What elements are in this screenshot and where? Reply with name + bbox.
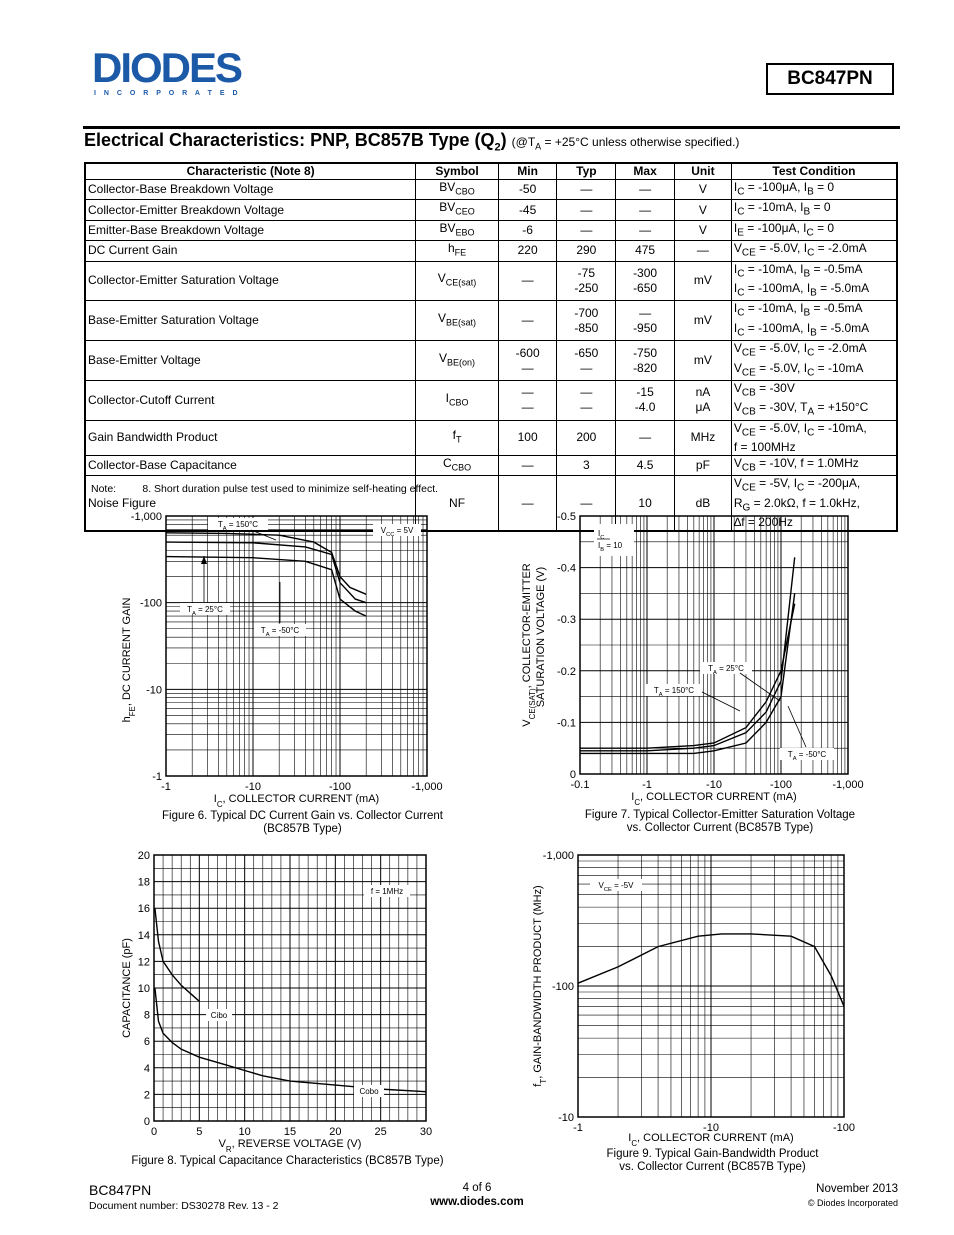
characteristic-cell: Collector-Base Breakdown Voltage <box>85 180 416 200</box>
min-cell: -6 <box>498 220 557 240</box>
electrical-characteristics-table <box>84 162 898 532</box>
annotation-cibo: Cibo <box>210 1011 228 1020</box>
min-cell: — <box>498 456 557 476</box>
typ-cell: — <box>557 220 616 240</box>
logo-subtext: I N C O R P O R A T E D <box>94 90 241 97</box>
min-cell: -600 — <box>498 341 557 381</box>
footer-part-number: BC847PN <box>89 1182 152 1198</box>
pointer-line <box>788 706 806 747</box>
condition-cell: $V_{CB} = -30V$ $V_{CB} = -30V$, $T_A = +150^\circ C$ <box>731 380 897 420</box>
title-condition: ($@T_A = +25^\circ C$ unless otherwise specified.) <box>511 135 740 152</box>
min-cell: — — <box>498 380 557 420</box>
chart-capacitance <box>100 840 460 1155</box>
y-tick-label: -100 <box>551 981 574 993</box>
x-axis-label: $V_R$, REVERSE VOLTAGE (V) <box>218 1138 362 1154</box>
x-tick-label: -10 <box>703 1122 719 1134</box>
max-cell: -300 -650 <box>616 261 675 301</box>
y-tick-label: 16 <box>137 903 150 916</box>
condition-cell: $V_{CE} = -5V$, $I_C = -200\mu A$, $R_G = 2.0k\Omega$, f = 1.0kHz, ∆f = 200Hz <box>731 476 897 531</box>
annotation-cobo: Cobo <box>359 1087 379 1096</box>
table-row <box>85 200 897 220</box>
typ-cell: 200 <box>557 420 616 455</box>
annotation-vce: $V_{CE} = -5V$ <box>598 881 634 893</box>
annotation-ic: $I_C$ <box>598 529 605 541</box>
y-axis-label: $h_{FE}$, DC CURRENT GAIN <box>121 597 137 723</box>
column-header: Test Condition <box>731 163 897 180</box>
unit-cell: nA μA <box>674 380 731 420</box>
column-header: Unit <box>674 163 731 180</box>
unit-cell: mV <box>674 261 731 301</box>
table-note: Note: 8. Short duration pulse test used to minimize self-heating effect. <box>91 483 439 495</box>
max-cell: — <box>616 200 675 220</box>
caption-figure-9: Figure 9. Typical Gain-Bandwidth Product vs. Collector Current (BC857B Type) <box>606 1148 819 1173</box>
min-cell: 100 <box>498 420 557 455</box>
characteristic-cell: DC Current Gain <box>85 241 416 261</box>
unit-cell: pF <box>674 456 731 476</box>
x-tick-label: -100 <box>769 779 793 791</box>
min-cell: 220 <box>498 241 557 261</box>
footer-page-number: 4 of 6 <box>462 1182 492 1194</box>
characteristic-cell: Gain Bandwidth Product <box>85 420 416 455</box>
table-row <box>85 380 897 420</box>
title-close: ) <box>500 130 507 150</box>
footer-copyright: © Diodes Incorporated <box>807 1198 898 1208</box>
symbol-cell: $BV_{EBO}$ <box>416 220 498 240</box>
y-tick-label: 10 <box>137 983 150 995</box>
symbol-cell: $V_{BE(on)}$ <box>416 341 498 381</box>
annotation-frequency: f = 1MHz <box>370 887 404 896</box>
y-tick-label: 6 <box>143 1036 150 1049</box>
max-cell: 10 <box>616 476 675 531</box>
condition-cell: $I_C = -100\mu A$, $I_B = 0$ <box>731 180 897 200</box>
chart-dc-current-gain <box>100 500 460 810</box>
header-rule <box>83 126 900 129</box>
x-tick-label: -0.1 <box>570 779 590 791</box>
x-tick-label: 20 <box>329 1126 342 1138</box>
annotation-minus50c: $T_A = -50^\circ C$ <box>260 626 300 638</box>
symbol-cell: $V_{CE(sat)}$ <box>416 261 498 301</box>
table-row <box>85 261 897 301</box>
condition-cell: $V_{CB} = -10V$, f = 1.0MHz <box>731 456 897 476</box>
unit-cell: V <box>674 180 731 200</box>
table-row <box>85 301 897 341</box>
x-tick-label: -100 <box>832 1122 856 1134</box>
condition-cell: $I_E = -100\mu A$, $I_C = 0$ <box>731 220 897 240</box>
column-header: Symbol <box>416 163 498 180</box>
typ-cell: — <box>557 180 616 200</box>
characteristic-cell: Noise Figure <box>85 476 416 531</box>
series-line <box>155 908 199 1001</box>
y-tick-label: 14 <box>137 929 150 942</box>
condition-cell: $V_{CE} = -5.0V$, $I_C = -2.0mA$ <box>731 241 897 261</box>
condition-cell: $I_C = -10mA$, $I_B = -0.5mA$ $I_C = -100mA$, $I_B = -5.0mA$ <box>731 261 897 301</box>
annotation-ib: $I_B = 10$ <box>598 541 623 553</box>
title-main: Electrical Characteristics: PNP, BC857B Type (Q <box>84 130 495 150</box>
column-header: Min <box>498 163 557 180</box>
chart-figure-9 <box>510 840 880 1150</box>
y-tick-label: -0.1 <box>557 717 576 730</box>
symbol-cell: $V_{BE(sat)}$ <box>416 301 498 341</box>
part-number: BC847PN <box>787 68 873 89</box>
chart-saturation-voltage <box>510 500 880 810</box>
condition-cell: $V_{CE} = -5.0V$, $I_C = -2.0mA$ $V_{CE} = -5.0V$, $I_C = -10mA$ <box>731 341 897 381</box>
y-tick-label: 0 <box>569 769 576 781</box>
max-cell: 4.5 <box>616 456 675 476</box>
x-tick-label: -100 <box>328 781 352 793</box>
table-row <box>85 456 897 476</box>
annotation-150c: $T_A = 150^\circ C$ <box>653 686 695 698</box>
y-tick-label: 20 <box>137 850 150 862</box>
unit-cell: V <box>674 200 731 220</box>
y-axis-label: CAPACITANCE (pF) <box>121 938 133 1038</box>
min-cell: -45 <box>498 200 557 220</box>
unit-cell: MHz <box>674 420 731 455</box>
max-cell: — <box>616 220 675 240</box>
y-tick-label: -0.4 <box>557 562 576 575</box>
chart-figure-8 <box>100 840 460 1155</box>
table-row <box>85 420 897 455</box>
annotation-25c: $T_A = 25^\circ C$ <box>708 664 744 676</box>
unit-cell: — <box>674 241 731 261</box>
annotation-vcc: $V_{CC} = 5V$ <box>380 526 414 538</box>
caption-figure-8: Figure 8. Typical Capacitance Characteristics (BC857B Type) <box>131 1155 444 1167</box>
caption-figure-6: Figure 6. Typical DC Current Gain vs. Collector Current (BC857B Type) <box>162 810 443 835</box>
symbol-cell: NF <box>416 476 498 531</box>
y-axis-label: $f_T$, GAIN-BANDWIDTH PRODUCT (MHz) <box>532 885 548 1087</box>
x-tick-label: -1 <box>573 1122 583 1134</box>
column-header: Characteristic (Note 8) <box>85 163 416 180</box>
x-tick-label: -1 <box>642 779 652 791</box>
unit-cell: mV <box>674 341 731 381</box>
characteristic-cell: Base-Emitter Voltage <box>85 341 416 381</box>
diodes-logo <box>90 48 270 100</box>
symbol-cell: $I_{CBO}$ <box>416 380 498 420</box>
y-tick-label: -10 <box>146 684 162 697</box>
caption-figure-7: Figure 7. Typical Collector-Emitter Saturation Voltage vs. Collector Current (BC857B Type) <box>584 809 856 834</box>
title-sub: 2 <box>494 141 501 154</box>
x-tick-label: 0 <box>150 1126 158 1138</box>
table-row <box>85 180 897 200</box>
unit-cell: dB <box>674 476 731 531</box>
y-tick-label: -0.2 <box>557 665 576 678</box>
max-cell: — <box>616 420 675 455</box>
max-cell: 475 <box>616 241 675 261</box>
y-tick-label: 12 <box>137 956 150 969</box>
typ-cell: — <box>557 200 616 220</box>
symbol-cell: $C_{CBO}$ <box>416 456 498 476</box>
x-axis-label: $I_C$, COLLECTOR CURRENT (mA) <box>628 1132 794 1148</box>
min-cell: -50 <box>498 180 557 200</box>
condition-cell: $I_C = -10mA$, $I_B = 0$ <box>731 200 897 220</box>
x-tick-label: 5 <box>196 1126 203 1138</box>
annotation-minus50c: $T_A = -50^\circ C$ <box>787 750 827 762</box>
column-header: Typ <box>557 163 616 180</box>
symbol-cell: $h_{FE}$ <box>416 241 498 261</box>
y-tick-label: -10 <box>558 1112 574 1124</box>
characteristic-cell: Collector-Emitter Saturation Voltage <box>85 261 416 301</box>
typ-cell: -650 — <box>557 341 616 381</box>
condition-cell: $I_C = -10mA$, $I_B = -0.5mA$ $I_C = -100mA$, $I_B = -5.0mA$ <box>731 301 897 341</box>
typ-cell: — — <box>557 380 616 420</box>
y-tick-label: 4 <box>143 1062 150 1075</box>
annotation-25c: $T_A = 25^\circ C$ <box>187 605 223 617</box>
min-cell: — <box>498 301 557 341</box>
characteristic-cell: Collector-Cutoff Current <box>85 380 416 420</box>
y-tick-label: -0.3 <box>557 614 576 627</box>
max-cell: -750 -820 <box>616 341 675 381</box>
footer-date: November 2013 <box>816 1183 898 1195</box>
footer-document-number: Document number: DS30278 Rev. 13 - 2 <box>89 1200 279 1212</box>
characteristic-cell: Base-Emitter Saturation Voltage <box>85 301 416 341</box>
part-number-box <box>766 63 894 95</box>
y-tick-label: -1,000 <box>542 850 574 862</box>
table-row <box>85 341 897 381</box>
footer-website-link[interactable]: www.diodes.com <box>430 1196 524 1208</box>
symbol-cell: $BV_{CBO}$ <box>416 180 498 200</box>
min-cell: — <box>498 476 557 531</box>
table-header-row <box>85 163 897 180</box>
y-tick-label: -1,000 <box>130 511 162 523</box>
x-tick-label: 25 <box>374 1126 387 1138</box>
table-row <box>85 220 897 240</box>
x-tick-label: -1,000 <box>411 781 443 793</box>
typ-cell: — <box>557 476 616 531</box>
typ-cell: -75 -250 <box>557 261 616 301</box>
y-tick-label: -0.5 <box>557 511 576 523</box>
x-tick-label: 15 <box>283 1126 297 1138</box>
x-tick-label: -1 <box>161 781 171 793</box>
y-tick-label: 0 <box>143 1116 150 1128</box>
typ-cell: -700 -850 <box>557 301 616 341</box>
max-cell: — <box>616 180 675 200</box>
symbol-cell: $f_T$ <box>416 420 498 455</box>
unit-cell: mV <box>674 301 731 341</box>
chart-gain-bandwidth <box>510 840 880 1150</box>
characteristic-cell: Collector-Emitter Breakdown Voltage <box>85 200 416 220</box>
condition-cell: $V_{CE} = -5.0V$, $I_C = -10mA$, f = 100MHz <box>731 420 897 455</box>
x-tick-label: 30 <box>419 1126 433 1138</box>
y-axis-label: $V_{CE(SAT)}$, COLLECTOR-EMITTER <box>521 563 537 727</box>
table-row <box>85 241 897 261</box>
chart-figure-6 <box>100 500 460 810</box>
unit-cell: V <box>674 220 731 240</box>
x-axis-label: $I_C$, COLLECTOR CURRENT (mA) <box>631 791 797 807</box>
x-tick-label: -10 <box>245 781 261 793</box>
y-tick-label: -100 <box>139 597 162 610</box>
typ-cell: 3 <box>557 456 616 476</box>
y-tick-label: 2 <box>143 1089 150 1102</box>
plot-frame <box>166 516 427 776</box>
y-axis-label-line2: SATURATION VOLTAGE (V) <box>535 566 547 708</box>
characteristic-cell: Emitter-Base Breakdown Voltage <box>85 220 416 240</box>
symbol-cell: $BV_{CEO}$ <box>416 200 498 220</box>
column-header: Max <box>616 163 675 180</box>
chart-figure-7 <box>510 500 880 810</box>
max-cell: — -950 <box>616 301 675 341</box>
y-tick-label: 8 <box>143 1009 150 1022</box>
characteristic-cell: Collector-Base Capacitance <box>85 456 416 476</box>
x-tick-label: 10 <box>238 1126 251 1138</box>
max-cell: -15 -4.0 <box>616 380 675 420</box>
x-tick-label: -10 <box>706 779 722 791</box>
y-tick-label: -1 <box>152 771 162 783</box>
section-title <box>84 130 739 154</box>
min-cell: — <box>498 261 557 301</box>
logo-text: DIODES <box>92 48 242 91</box>
annotation-150c: $T_A = 150^\circ C$ <box>217 520 259 532</box>
x-tick-label: -1,000 <box>832 779 864 791</box>
x-axis-label: $I_C$, COLLECTOR CURRENT (mA) <box>213 793 380 809</box>
y-tick-label: 18 <box>137 876 150 889</box>
typ-cell: 290 <box>557 241 616 261</box>
